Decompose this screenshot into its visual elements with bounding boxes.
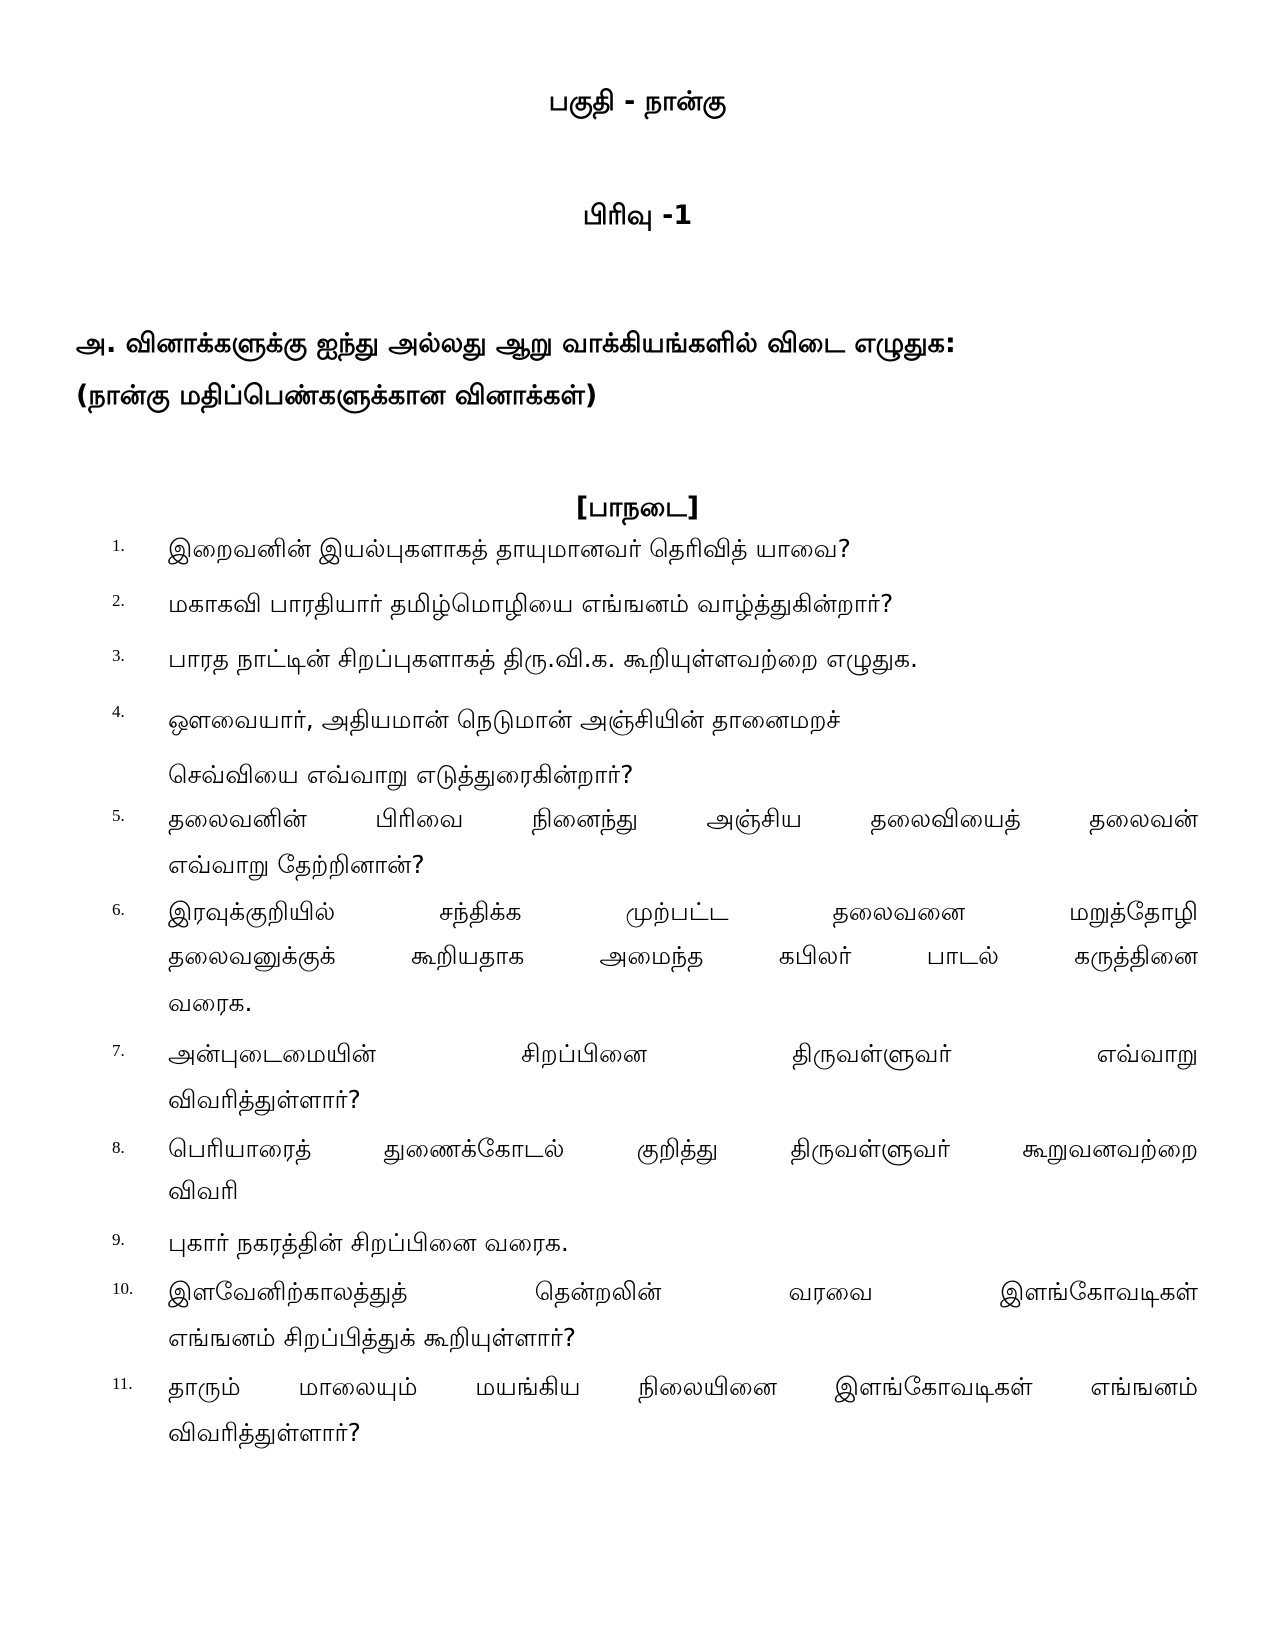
instruction-marks-note: (நான்கு மதிப்பெண்களுக்கான வினாக்கள்) [76, 380, 598, 411]
instruction-line: அ. வினாக்களுக்கு ஐந்து அல்லது ஆறு வாக்கியங்களில் விடை எழுதுக: [76, 328, 956, 359]
question-line: அன்புடைமையின் சிறப்பினை திருவள்ளுவர் எவ்வாறு [168, 1039, 1198, 1068]
subject-heading: [பாநடை] [575, 492, 700, 523]
question-line: செவ்வியை எவ்வாறு எடுத்துரைகின்றார்? [168, 760, 634, 789]
question-line: விவரித்துள்ளார்? [168, 1085, 361, 1114]
question-text [168, 1269, 1198, 1361]
question-text [168, 692, 1198, 802]
question-text [168, 1364, 1198, 1456]
question-line: தாரும் மாலையும் மயங்கிய நிலையினை இளங்கோவடிகள் எங்ஙனம் [168, 1372, 1198, 1401]
question-number: 1. [112, 536, 125, 555]
question-number: 4. [112, 702, 125, 721]
question-text [168, 1128, 1198, 1212]
question-number: 9. [112, 1230, 125, 1249]
question-number: 3. [112, 646, 125, 665]
instruction [76, 318, 1206, 422]
question-text [168, 581, 1198, 627]
question-text [168, 526, 1198, 572]
question-line: இரவுக்குறியில் சந்திக்க முற்பட்ட தலைவனை மறுத்தோழி [168, 897, 1198, 926]
question-line: புகார் நகரத்தின் சிறப்பினை வரைக. [168, 1228, 569, 1257]
question-text [168, 890, 1198, 1028]
section-title: பிரிவு -1 [582, 200, 693, 231]
question-number: 7. [112, 1041, 125, 1060]
question-line: தலைவனுக்குக் கூறியதாக அமைந்த கபிலர் பாடல் கருத்தினை [168, 941, 1198, 970]
question-text [168, 636, 1198, 682]
question-line: இறைவனின் இயல்புகளாகத் தாயுமானவர் தெரிவித் யாவை? [168, 534, 851, 563]
question-line: விவரித்துள்ளார்? [168, 1418, 361, 1447]
question-line: எங்ஙனம் சிறப்பித்துக் கூறியுள்ளார்? [168, 1323, 577, 1352]
question-line: இளவேனிற்காலத்துத் தென்றலின் வரவை இளங்கோவடிகள் [168, 1277, 1198, 1306]
question-line: வரைக. [168, 988, 253, 1017]
part-title: பகுதி - நான்கு [548, 86, 727, 117]
question-line: மகாகவி பாரதியார் தமிழ்மொழியை எங்ஙனம் வாழ்த்துகின்றார்? [168, 589, 894, 618]
question-line: ஔவையார், அதியமான் நெடுமான் அஞ்சியின் தானைமறச் [168, 705, 841, 734]
question-line: பாரத நாட்டின் சிறப்புகளாகத் திரு.வி.க. கூறியுள்ளவற்றை எழுதுக. [168, 644, 918, 673]
question-line: விவரி [168, 1176, 239, 1205]
question-number: 8. [112, 1138, 125, 1157]
question-text [168, 1031, 1198, 1123]
question-number: 2. [112, 591, 125, 610]
question-number: 10. [112, 1279, 134, 1298]
question-number: 5. [112, 806, 125, 825]
question-number: 6. [112, 900, 125, 919]
question-number: 11. [112, 1374, 133, 1393]
question-text [168, 1220, 1198, 1266]
question-line: பெரியாரைத் துணைக்கோடல் குறித்து திருவள்ளுவர் கூறுவனவற்றை [168, 1134, 1198, 1163]
question-line: எவ்வாறு தேற்றினான்? [168, 850, 425, 879]
question-text [168, 796, 1198, 888]
question-line: தலைவனின் பிரிவை நினைந்து அஞ்சிய தலைவியைத் தலைவன் [168, 804, 1198, 833]
